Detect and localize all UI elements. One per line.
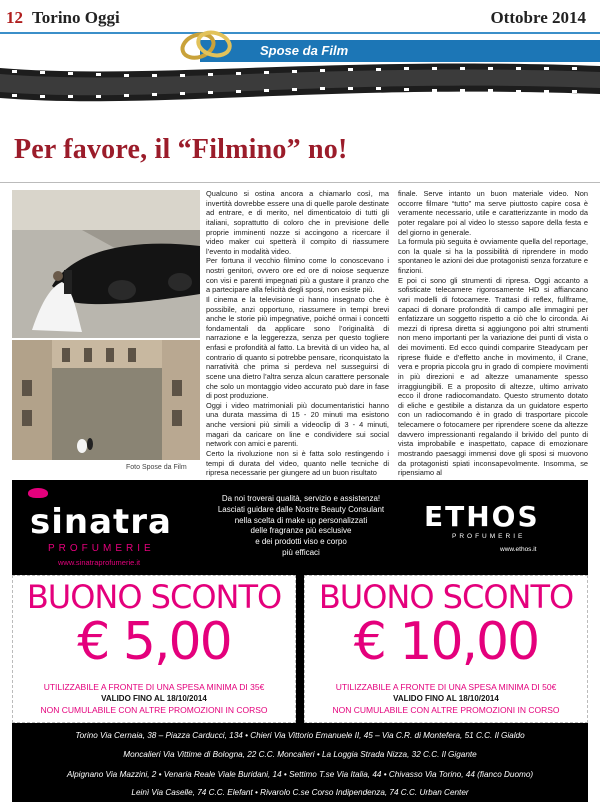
- newspaper-name: Torino Oggi: [32, 8, 120, 27]
- sinatra-logo: sinatra: [30, 502, 173, 542]
- ethos-logo: ETHOS: [424, 500, 540, 533]
- store-address-line: Torino Via Cernaia, 38 – Piazza Carducci, 134 • Chieri Via Vittorio Emanuele II, 45 – Via C.R. di Montefera, 51 C.C. Il Gialdo: [75, 731, 525, 740]
- article-text-col1: Qualcuno si ostina ancora a chiamarlo così, ma invertità dovrebbe essere una di quelle parole destinate ad entrare, e di merito, nel dimenticatoio di tutti gli italiani, soprattutto di coloro che in previsione delle proprie imminenti nozze si accingono a ricercare il video maker cui spetterà il compito di riassumere l’evento in modalità video. Per fortuna il vecchio filmino come lo conoscevano i nostri genitori, ovvero ore ed ore di noiose sequenze con visi e parenti impegnati più a gustare il pranzo che a partecipare alla felicità degli sposi, non esiste più. Il cinema e la televisione ci hanno insegnato che è possibile, anzi opportuno, riassumere in tempi brevi anche le storie più impegnative, poiché ormai i concetti fondamentali da applicare sono l’originalità di narrazione e la leggerezza, senza per questo togliere enfasi e profondità al fatto. La brevità di un video ha, al contrario di quanto si potrebbe pensare, riconquistato la narratività che prima si perdeva nel susseguirsi di scene una dietro l’altra senza alcun carattere personale che solo un montaggio video accurato può dare in fase di post produzione. Oggi i video matrimoniali più documentaristici hanno una durata massima di 15 - 20 minuti ma esistono anche versioni più simili a videoclip di 3 - 4 minuti, magari da caricare on line e condividere sui social network con amici e parenti. Certo la rivoluzione non si è fatta solo restingendo i tempi di durata del video, quanto nelle tecniche di ripresa necessarie per giungere ad un buon risultato: [206, 189, 389, 478]
- film-strip-icon: [0, 60, 600, 130]
- section-band: [200, 40, 600, 62]
- coupon-validity: VALIDO FINO AL 18/10/2014: [393, 694, 499, 703]
- store-address-line: Leinì Via Caselle, 74 C.C. Elefant • Rivarolo C.se Corso Indipendenza, 74 C.C. Urban Center: [131, 788, 469, 797]
- coupon-condition: UTILIZZABILE A FRONTE DI UNA SPESA MINIMA DI 50€: [335, 682, 557, 692]
- header-rule: [0, 32, 600, 34]
- article-column-1: [206, 189, 389, 478]
- sinatra-subtitle: PROFUMERIE: [48, 543, 155, 554]
- sinatra-url[interactable]: www.sinatraprofumerie.it: [58, 558, 141, 567]
- coupon-heading: BUONO SCONTO: [26, 578, 282, 616]
- coupon-amount: € 5,00: [77, 612, 231, 672]
- issue-date: Ottobre 2014: [490, 8, 586, 27]
- coupon-restriction: NON CUMULABILE CON ALTRE PROMOZIONI IN CORSO: [40, 705, 268, 715]
- store-address-line: Moncalieri Via Vittime di Bologna, 22 C.C. Moncalieri • La Loggia Strada Nizza, 32 C.C. Il Gigante: [123, 750, 477, 759]
- coupon-validity: VALIDO FINO AL 18/10/2014: [101, 694, 207, 703]
- coupon-restriction: NON CUMULABILE CON ALTRE PROMOZIONI IN CORSO: [332, 705, 560, 715]
- store-address-line: Alpignano Via Mazzini, 2 • Venaria Reale Viale Buridani, 14 • Settimo T.se Via Italia, 44 • Chivasso Via Torino, 44 (fianco Duomo): [66, 770, 534, 779]
- section-title: Spose da Film: [260, 43, 349, 58]
- coupon-5-euro[interactable]: [12, 575, 296, 723]
- page-number: 12: [6, 8, 23, 27]
- title-divider: [0, 182, 600, 183]
- article-title: Per favore, il “Filmino” no!: [14, 134, 348, 165]
- article-column-2: [398, 189, 588, 478]
- page-header: [0, 0, 600, 58]
- coupon-10-euro[interactable]: [304, 575, 588, 723]
- coupon-amount: € 10,00: [353, 612, 539, 672]
- courtyard-aerial-photo: [12, 340, 200, 460]
- lipstick-icon: [28, 488, 48, 498]
- ad-slogan: Da noi troverai qualità, servizio e assistenza! Lasciati guidare dalle Nostre Beauty Consulant nella scelta di make up personalizzati delle fragranze più esclusive e dei prodotti viso e corpo più efficaci: [217, 494, 385, 557]
- perfumery-advertisement[interactable]: [12, 480, 588, 802]
- article-text-col2: finale. Serve intanto un buon materiale video. Non occorre filmare “tutto” ma serve piuttosto capire cosa è veramente necessario, utile e caratterizzante in modo da poter regalare poi al video lo stesso sapore della festa e del giorno in generale. La formula più seguita è ovviamente quella del reportage, con la quale si ha la possibilità di riprendere in modo spontaneo le azioni dei due protagonisti senza forzature e finzioni. E poi ci sono gli strumenti di ripresa. Oggi accanto a sofisticate telecamere rigorosamente HD si affiancano vari modelli di fotocamere. Trattasi di reflex, fullframe, capaci di donare profondità di campo alle immagini per enfatizzare un soggetto rispetto a ciò che lo circonda. Ai mezzi di ripresa diretta si aggiungono poi altri strumenti non meno importanti per la variazione dei punti di vista o dei movimenti. Ed ecco quindi comparire Steadycam per riprese fluide e d’effetto anche in movimento, il Crane, vera e propria piccola gru in grado di compiere movimenti in più direzioni e ad altezze umanamente spesso irraggiungibili. E a proposito di altezze, ultimo arrivato ecco il drone radiocomandato. Questo strumento dotato di eliche e gestibile a distanza da un guidatore esperto con un radiocomando è in grado di trasportare piccole telecamere o fotocamere per riprendere scene da altezze davvero impressionanti regalando il brivido del punto di vista improbabile e inaspettato, capace di emozionare mostrando paesaggi immensi dove gli sposi si muovono da protagonisti spiati inconsapevolmente. Insomma, se ripensiamo al: [398, 189, 588, 478]
- ethos-subtitle: PROFUMERIE: [452, 533, 526, 540]
- coupon-condition: UTILIZZABILE A FRONTE DI UNA SPESA MINIMA DI 35€: [43, 682, 265, 692]
- coupon-heading: BUONO SCONTO: [318, 578, 574, 616]
- photo-credit: Foto Spose da Film: [126, 464, 187, 471]
- wedding-car-photo: [12, 190, 200, 338]
- ethos-url[interactable]: www.ethos.it: [500, 546, 537, 553]
